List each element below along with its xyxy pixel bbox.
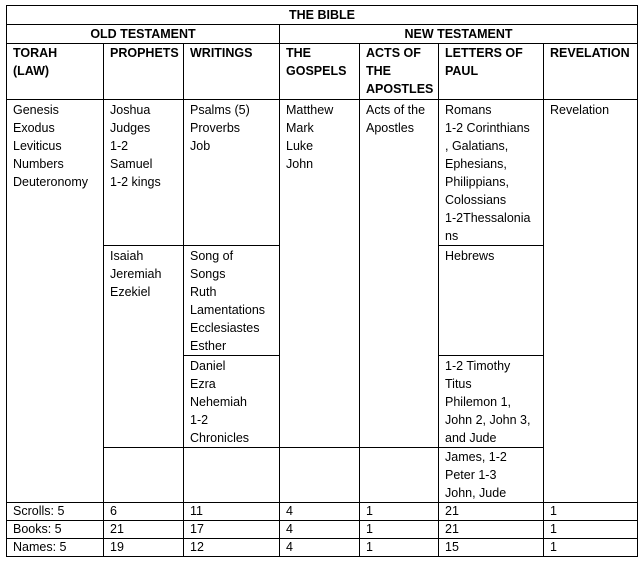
cell-letters-paul: Romans 1-2 Corinthians , Galatians, Ephesians, Philippians, Colossians 1-2Thessalonia ns bbox=[439, 100, 544, 246]
footer-revelation: 1 bbox=[544, 503, 638, 521]
cell-prophets-empty bbox=[104, 448, 184, 503]
cell-writings-poetry: Psalms (5) Proverbs Job bbox=[184, 100, 280, 246]
header-letters: LETTERS OF PAUL bbox=[439, 44, 544, 100]
header-torah: TORAH (LAW) bbox=[7, 44, 104, 100]
footer-row-books bbox=[7, 521, 638, 539]
footer-prophets: 19 bbox=[104, 539, 184, 557]
footer-label: Names: 5 bbox=[7, 539, 104, 557]
footer-gospels: 4 bbox=[280, 539, 360, 557]
footer-gospels: 4 bbox=[280, 521, 360, 539]
header-writings: WRITINGS bbox=[184, 44, 280, 100]
footer-writings: 12 bbox=[184, 539, 280, 557]
footer-revelation: 1 bbox=[544, 539, 638, 557]
new-testament-heading: NEW TESTAMENT bbox=[280, 25, 638, 44]
cell-acts-empty bbox=[360, 448, 439, 503]
footer-prophets: 6 bbox=[104, 503, 184, 521]
cell-acts-books: Acts of the Apostles bbox=[360, 100, 439, 448]
footer-letters: 21 bbox=[439, 503, 544, 521]
footer-revelation: 1 bbox=[544, 521, 638, 539]
footer-label: Scrolls: 5 bbox=[7, 503, 104, 521]
cell-writings-history: Daniel Ezra Nehemiah 1-2 Chronicles bbox=[184, 356, 280, 448]
footer-label: Books: 5 bbox=[7, 521, 104, 539]
footer-acts: 1 bbox=[360, 539, 439, 557]
footer-writings: 11 bbox=[184, 503, 280, 521]
header-revelation: REVELATION bbox=[544, 44, 638, 100]
cell-gospels-books: Matthew Mark Luke John bbox=[280, 100, 360, 448]
footer-writings: 17 bbox=[184, 521, 280, 539]
footer-letters: 15 bbox=[439, 539, 544, 557]
footer-letters: 21 bbox=[439, 521, 544, 539]
cell-writings-scrolls: Song of Songs Ruth Lamentations Ecclesiastes Esther bbox=[184, 246, 280, 356]
cell-letters-general: James, 1-2 Peter 1-3 John, Jude bbox=[439, 448, 544, 503]
bible-table bbox=[6, 5, 638, 557]
cell-writings-empty bbox=[184, 448, 280, 503]
cell-letters-hebrews: Hebrews bbox=[439, 246, 544, 356]
footer-row-scrolls bbox=[7, 503, 638, 521]
cell-prophets-former: Joshua Judges 1-2 Samuel 1-2 kings bbox=[104, 100, 184, 246]
cell-torah-books: Genesis Exodus Leviticus Numbers Deuteronomy bbox=[7, 100, 104, 503]
header-prophets: PROPHETS bbox=[104, 44, 184, 100]
header-acts: ACTS OF THE APOSTLES bbox=[360, 44, 439, 100]
cell-prophets-latter: Isaiah Jeremiah Ezekiel bbox=[104, 246, 184, 448]
cell-revelation-books: Revelation bbox=[544, 100, 638, 503]
table-title: THE BIBLE bbox=[7, 6, 638, 25]
footer-acts: 1 bbox=[360, 521, 439, 539]
footer-row-names bbox=[7, 539, 638, 557]
header-gospels: THE GOSPELS bbox=[280, 44, 360, 100]
footer-acts: 1 bbox=[360, 503, 439, 521]
footer-gospels: 4 bbox=[280, 503, 360, 521]
footer-prophets: 21 bbox=[104, 521, 184, 539]
cell-letters-pastoral: 1-2 Timothy Titus Philemon 1, John 2, John 3, and Jude bbox=[439, 356, 544, 448]
cell-gospels-empty bbox=[280, 448, 360, 503]
old-testament-heading: OLD TESTAMENT bbox=[7, 25, 280, 44]
